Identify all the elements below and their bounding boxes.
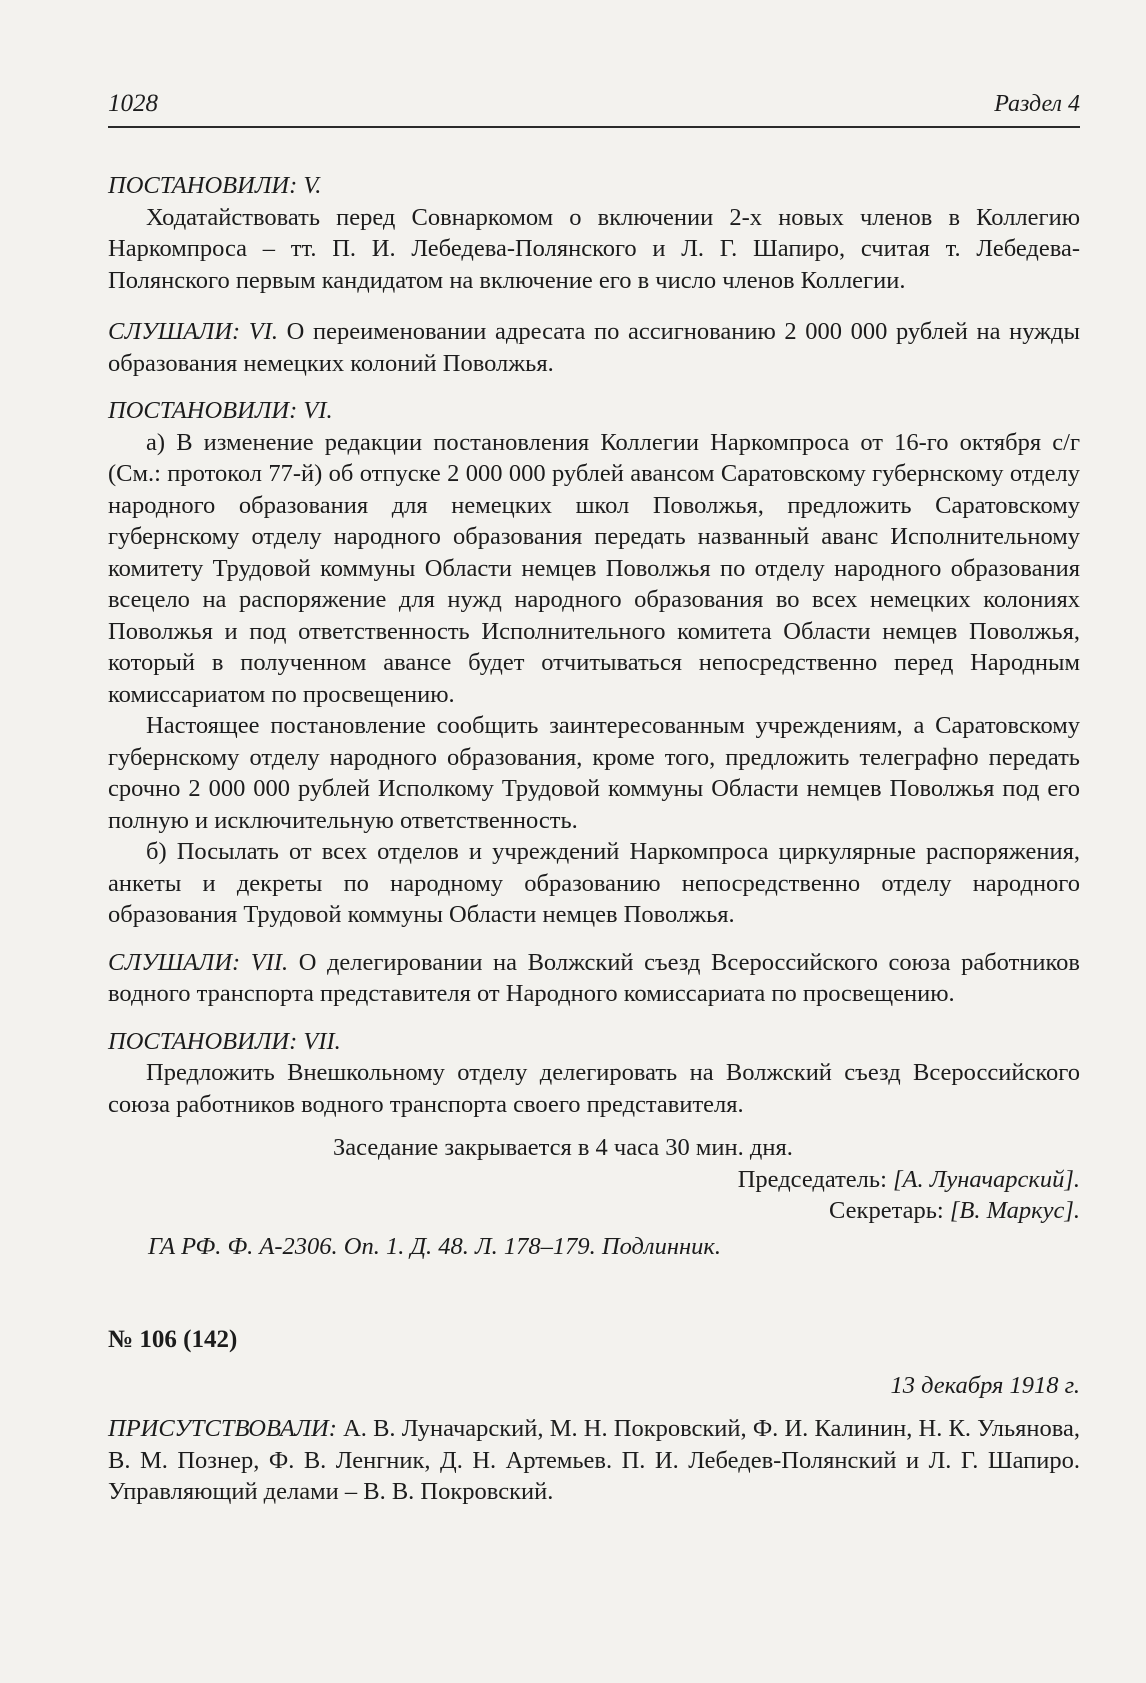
page-number: 1028 (108, 90, 158, 117)
resolved-6-paragraph-a: а) В изменение редакции постановления Коллегии Наркомпроса от 16-го октября с/г (См.: протокол 77-й) об отпуске 2 000 000 рублей авансом Саратовскому губернскому отделу народного образования для немецких школ Поволжья, предложить Саратовскому губернскому отделу народного образования передать названный аванс Исполнительному комитету Трудовой коммуны Области немцев Поволжья по отделу народного образования всецело на распоряжение для нужд народного образования во всех немецких колониях Поволжья и под ответственность Исполнительного комитета Области немцев Поволжья, который в полученном авансе будет отчитываться непосредственно перед Народным комиссариатом по просвещению. (108, 428, 1080, 708)
heard-7-paragraph (108, 947, 1080, 1010)
resolved-6-heading: ПОСТАНОВИЛИ: VI. (108, 397, 333, 424)
section-title: Раздел 4 (994, 91, 1080, 117)
attendees-heading: ПРИСУТСТВОВАЛИ: (108, 1415, 337, 1442)
attendees-text: А. В. Луначарский, М. Н. Покровский, Ф. И. Калинин, Н. К. Ульянова, В. М. Познер, Ф. В. Ленгник, Д. Н. Артемьев. П. И. Лебедев-Полянский и Л. Г. Шапиро. Управляющий делами – В. В. Покровский. (108, 1415, 1080, 1505)
resolved-5-heading: ПОСТАНОВИЛИ: V. (108, 172, 322, 199)
resolved-7-heading: ПОСТАНОВИЛИ: VII. (108, 1027, 341, 1055)
chairman-label: Председатель: (737, 1165, 894, 1193)
document-date: 13 декабря 1918 г. (890, 1371, 1080, 1399)
resolved-5-label (108, 170, 1080, 202)
secretary-name: [В. Маркус]. (949, 1197, 1080, 1224)
resolved-7-label (108, 1026, 1080, 1058)
secretary-signature (108, 1195, 1080, 1227)
resolved-5-text: Ходатайствовать перед Совнаркомом о включении 2-х новых членов в Коллегию Наркомпроса – тт. П. И. Лебедева-Полянского и Л. Г. Шапиро, считая т. Лебедева-Полянского первым кандидатом на включение его в число членов Коллегии. (108, 203, 1080, 294)
resolved-7-text: Предложить Внешкольному отделу делегировать на Волжский съезд Всероссийского союза работников водного транспорта своего представителя. (108, 1059, 1080, 1118)
resolved-6-label (108, 395, 1080, 427)
archive-reference: ГА РФ. Ф. А-2306. Оп. 1. Д. 48. Л. 178–179. Подлинник. (148, 1232, 721, 1260)
chairman-name: [А. Луначарский]. (893, 1165, 1080, 1193)
heard-6-text: О переименовании адресата по ассигнованию 2 000 000 рублей на нужды образования немецких колоний Поволжья. (108, 318, 1080, 377)
heard-7-text: О делегировании на Волжский съезд Всероссийского союза работников водного транспорта представителя от Народного комиссариата по просвещению. (108, 948, 1080, 1007)
document-number: № 106 (142) (108, 1326, 238, 1353)
resolved-6-paragraph-b: б) Посылать от всех отделов и учреждений Наркомпроса циркулярные распоряжения, анкеты и декреты по народному образованию непосредственно отделу народного образования Трудовой коммуны Области немцев Поволжья. (108, 838, 1080, 928)
heard-6-heading: СЛУШАЛИ: VI. (108, 318, 279, 345)
heard-6-paragraph (108, 316, 1080, 379)
protocol-text (108, 170, 1080, 1508)
book-page (108, 70, 1080, 1508)
chairman-signature (108, 1164, 1080, 1196)
resolved-6-paragraph-notice: Настоящее постановление сообщить заинтересованным учреждениям, а Саратовскому губернскому отделу народного образования, кроме того, предложить телеграфно передать срочно 2 000 000 рублей Исполкому Трудовой коммуны Области немцев Поволжья под его полную и исключительную ответственность. (108, 712, 1080, 834)
secretary-label: Секретарь: (829, 1197, 950, 1224)
heard-7-heading: СЛУШАЛИ: VII. (108, 948, 289, 976)
attendees-paragraph (108, 1413, 1080, 1508)
running-head (108, 70, 1080, 128)
closing-line: Заседание закрывается в 4 часа 30 мин. дня. (333, 1134, 793, 1161)
